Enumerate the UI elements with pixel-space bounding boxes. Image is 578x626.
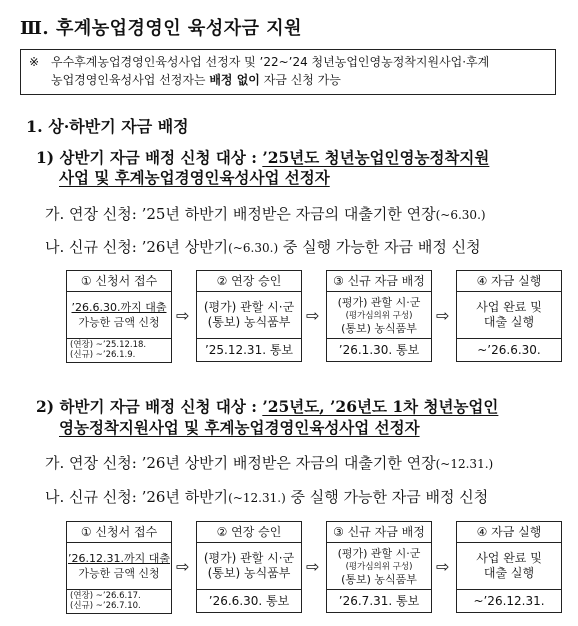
- flow2-step-extension-approval: ② 연장 승인 (평가) 관할 시·군 (통보) 농식품부 ’26.6.30. 통보: [196, 521, 302, 613]
- first-half-extension-item: 가. 연장 신청: ’25년 하반기 배정받은 자금의 대출기한 연장(~6.30.): [45, 205, 486, 223]
- first-half-target-line-2: 사업 및 후계농업경영인육성사업 선정자: [59, 168, 330, 187]
- arrow-icon: ⇨: [306, 557, 320, 576]
- note-line-2: 농업경영인육성사업 선정자는 배정 없이 자금 신청 가능: [51, 73, 341, 87]
- flow2-step-application: ① 신청서 접수 ’26.12.31.까지 대출 가능한 금액 신청 (연장) ~’26.6.17. (신규) ~’26.7.10.: [66, 521, 172, 614]
- note-mark: ※: [29, 55, 40, 69]
- subsection-heading: 1. 상·하반기 자금 배정: [26, 117, 189, 136]
- second-half-target-line-1: 2) 하반기 자금 배정 신청 대상 : ’25년도, ’26년도 1차 청년농업인: [36, 397, 499, 416]
- second-half-new-item: 나. 신규 신청: ’26년 하반기(~12.31.) 중 실행 가능한 자금 배정 신청: [45, 488, 489, 506]
- arrow-icon: ⇨: [436, 306, 450, 325]
- flow1-step-application: ① 신청서 접수 ’26.6.30.까지 대출 가능한 금액 신청 (연장) ~’25.12.18. (신규) ~’26.1.9.: [66, 270, 172, 363]
- arrow-icon: ⇨: [306, 306, 320, 325]
- arrow-icon: ⇨: [436, 557, 450, 576]
- flow2-step-new-allocation: ③ 신규 자금 배정 (평가) 관할 시·군 (평가심의위 구성) (통보) 농식품부 ’26.7.31. 통보: [326, 521, 432, 613]
- flow2-step-execution: ④ 자금 실행 사업 완료 및 대출 실행 ~’26.12.31.: [456, 521, 562, 613]
- flow1-step-new-allocation: ③ 신규 자금 배정 (평가) 관할 시·군 (평가심의위 구성) (통보) 농식품부 ’26.1.30. 통보: [326, 270, 432, 362]
- note-box: [20, 49, 556, 95]
- first-half-new-item: 나. 신규 신청: ’26년 상반기(~6.30.) 중 실행 가능한 자금 배정 신청: [45, 238, 481, 256]
- section-title: Ⅲ. 후계농업경영인 육성자금 지원: [20, 18, 303, 39]
- arrow-icon: ⇨: [176, 306, 190, 325]
- second-half-target-line-2: 영농정착지원사업 및 후계농업경영인육성사업 선정자: [59, 418, 420, 437]
- flow1-step-extension-approval: ② 연장 승인 (평가) 관할 시·군 (통보) 농식품부 ’25.12.31. 통보: [196, 270, 302, 362]
- first-half-target-line-1: 1) 상반기 자금 배정 신청 대상 : ’25년도 청년농업인영농정착지원: [36, 148, 490, 167]
- note-bold: 배정 없이: [209, 73, 260, 87]
- flow1-step-execution: ④ 자금 실행 사업 완료 및 대출 실행 ~’26.6.30.: [456, 270, 562, 362]
- arrow-icon: ⇨: [176, 557, 190, 576]
- note-line-1: 우수후계농업경영인육성사업 선정자 및 ’22~’24 청년농업인영농정착지원사업·후계: [51, 55, 490, 69]
- second-half-extension-item: 가. 연장 신청: ’26년 상반기 배정받은 자금의 대출기한 연장(~12.31.): [45, 454, 494, 472]
